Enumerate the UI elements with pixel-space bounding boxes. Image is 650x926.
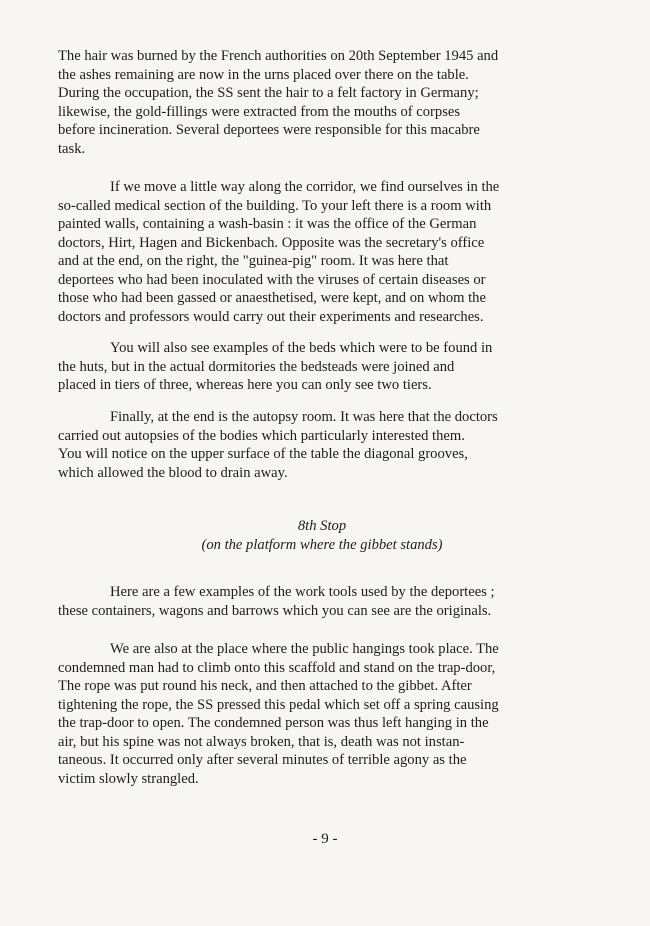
stop-heading <box>58 517 586 555</box>
paragraph-work-tools <box>58 583 586 620</box>
text-line: tightening the rope, the SS pressed this pedal which set off a spring causing <box>58 696 499 713</box>
text-line: condemned man had to climb onto this scaffold and stand on the trap-door, <box>58 659 496 676</box>
text-line: air, but his spine was not always broken, that is, death was not instan- <box>58 733 465 750</box>
text-line: doctors and professors would carry out their experiments and researches. <box>58 308 484 325</box>
paragraph-autopsy-room <box>58 408 586 482</box>
text-line: task. <box>58 140 86 157</box>
text-line: Here are a few examples of the work tools used by the deportees ; <box>110 584 495 600</box>
text-line: deportees who had been inoculated with the viruses of certain diseases or <box>58 271 486 288</box>
text-line: the trap-door to open. The condemned person was thus left hanging in the <box>58 715 489 731</box>
stop-title: 8th Stop <box>297 518 347 534</box>
text-line: Finally, at the end is the autopsy room. It was here that the doctors <box>110 409 498 425</box>
text-line: You will also see examples of the beds which were to be found in <box>110 340 493 356</box>
text-line: before incineration. Several deportees were responsible for this macabre <box>58 122 480 138</box>
text-line: those who had been gassed or anaesthetised, were kept, and on whom the <box>58 290 486 306</box>
text-line: these containers, wagons and barrows which you can see are the originals. <box>58 602 492 619</box>
text-line: painted walls, containing a wash-basin : it was the office of the German <box>58 216 477 232</box>
paragraph-hair-burning <box>58 47 586 158</box>
text-line: The rope was put round his neck, and then attached to the gibbet. After <box>58 678 472 694</box>
text-line: the huts, but in the actual dormitories the bedsteads were joined and <box>58 358 455 375</box>
text-line: During the occupation, the SS sent the hair to a felt factory in Germany; <box>58 85 479 101</box>
text-line: taneous. It occurred only after several minutes of terrible agony as the <box>58 752 467 768</box>
text-line: The hair was burned by the French authorities on 20th September 1945 and <box>58 48 499 64</box>
paragraph-medical-section <box>58 178 586 326</box>
text-line: and at the end, on the right, the "guinea-pig" room. It was here that <box>58 253 449 269</box>
paragraph-beds <box>58 339 586 395</box>
text-line: which allowed the blood to drain away. <box>58 464 288 481</box>
text-line: so-called medical section of the building. To your left there is a room with <box>58 197 492 214</box>
text-line: victim slowly strangled. <box>58 770 199 787</box>
text-line: If we move a little way along the corridor, we find ourselves in the <box>110 179 500 195</box>
text-line: carried out autopsies of the bodies which particularly interested them. <box>58 427 465 444</box>
page-number: - 9 - <box>312 831 338 847</box>
text-line: likewise, the gold-fillings were extracted from the mouths of corpses <box>58 103 461 120</box>
text-line: placed in tiers of three, whereas here you can only see two tiers. <box>58 377 432 393</box>
text-line: You will notice on the upper surface of the table the diagonal grooves, <box>58 446 468 462</box>
text-line: the ashes remaining are now in the urns placed over there on the table. <box>58 66 469 83</box>
stop-subtitle: (on the platform where the gibbet stands) <box>201 537 443 553</box>
paragraph-hangings <box>58 640 586 788</box>
text-line: We are also at the place where the public hangings took place. The <box>110 641 499 657</box>
text-line: doctors, Hirt, Hagen and Bickenbach. Opposite was the secretary's office <box>58 234 485 251</box>
